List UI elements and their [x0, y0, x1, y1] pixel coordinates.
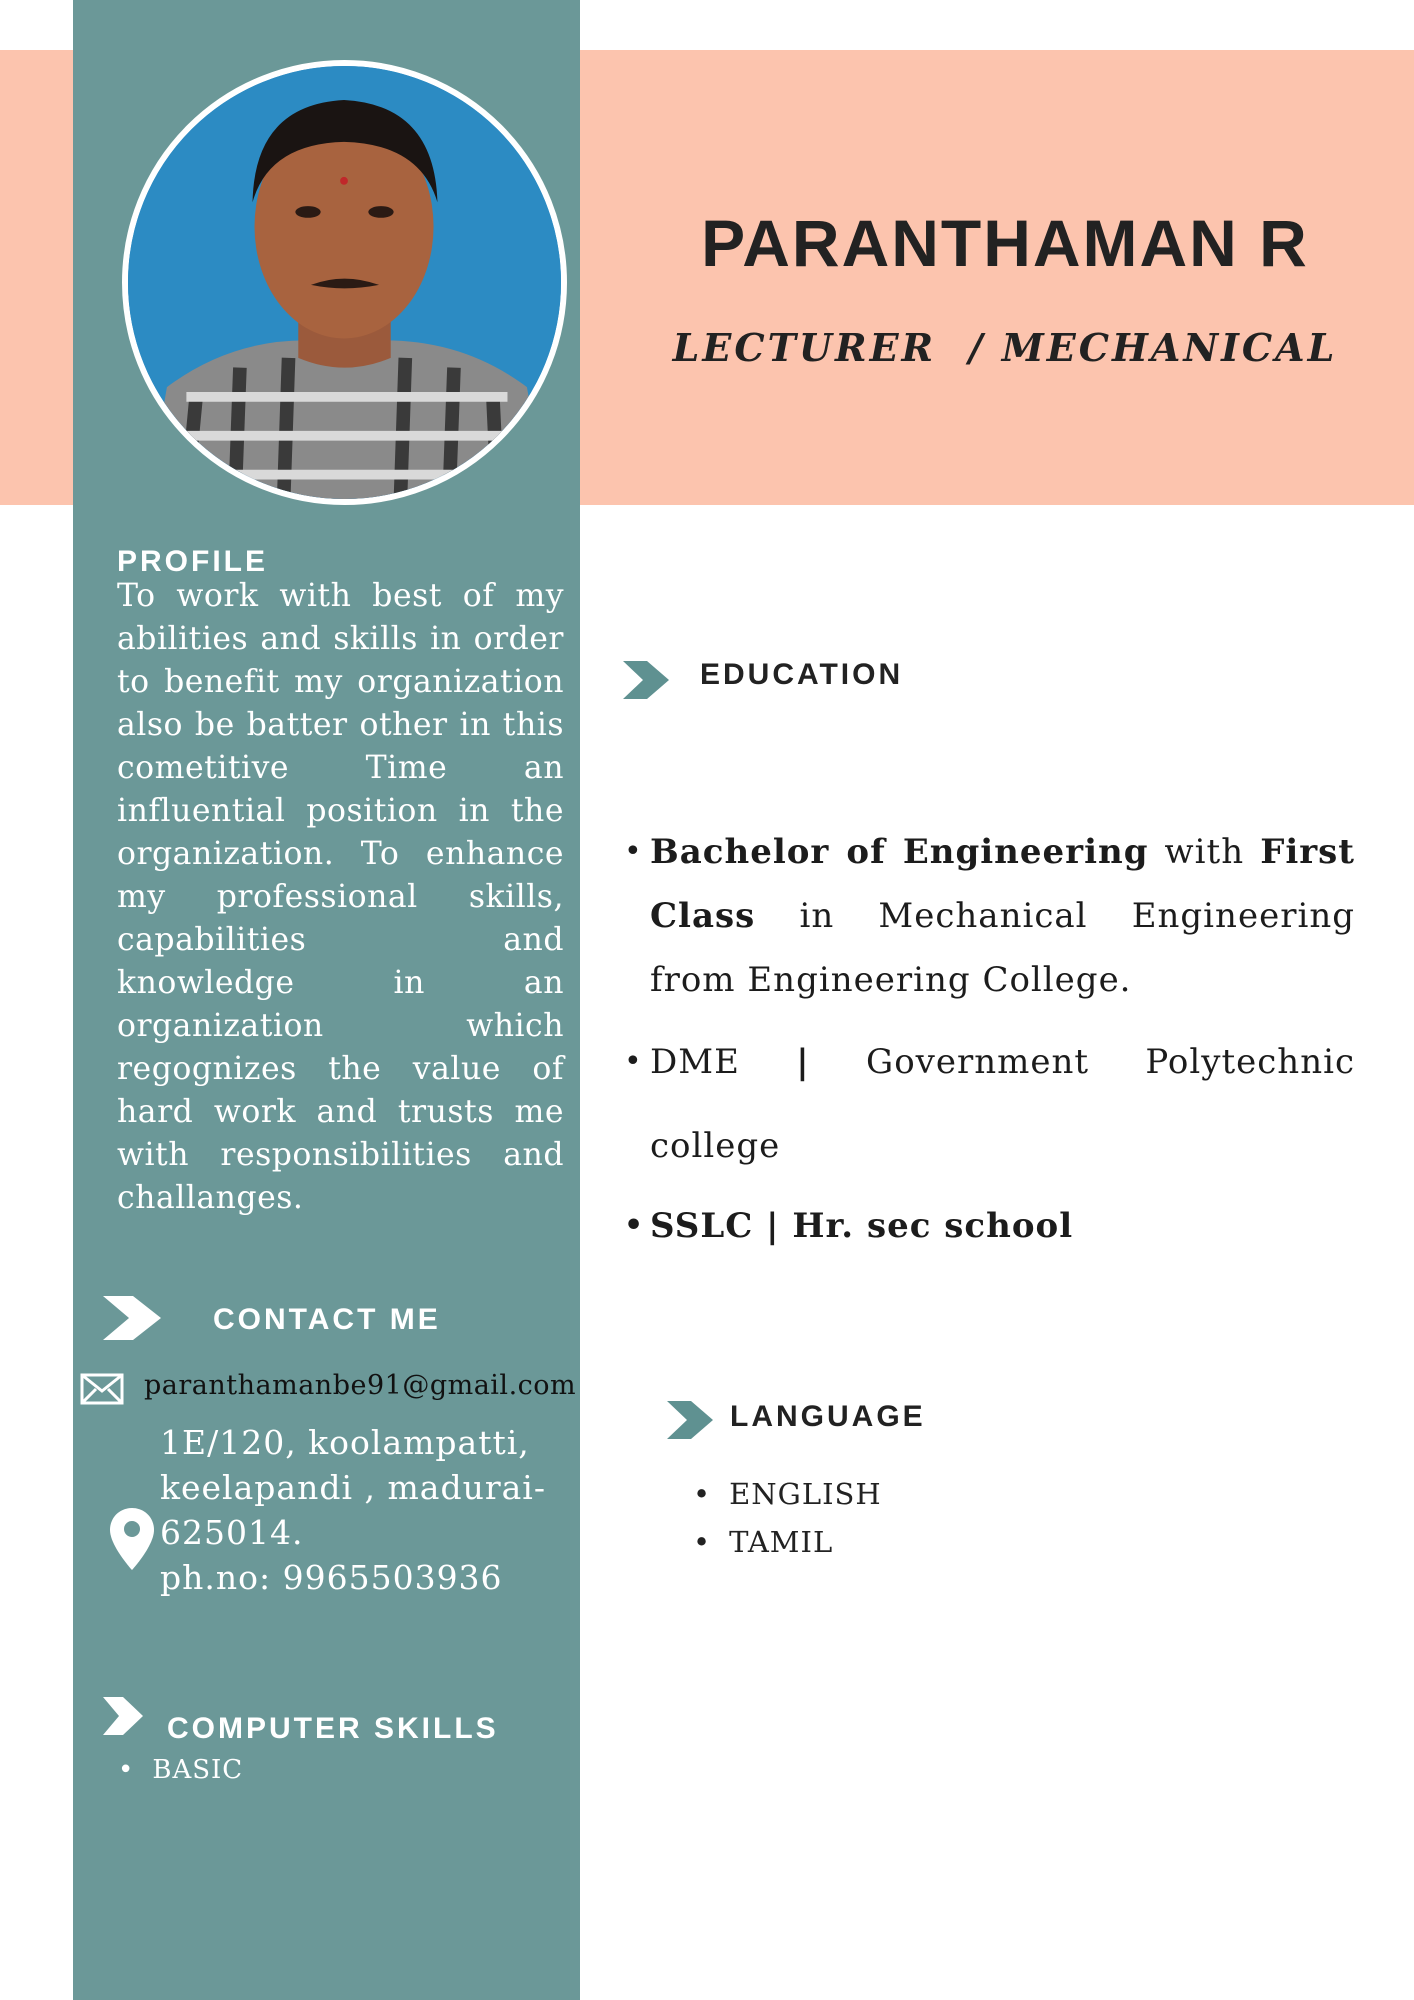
list-item: • SSLC | Hr. sec school: [624, 1206, 1074, 1246]
list-item: • TAMIL: [693, 1518, 882, 1566]
degree-class: First Class: [650, 832, 1356, 936]
list-item: • ENGLISH: [693, 1470, 882, 1518]
mail-icon: [80, 1373, 124, 1405]
computer-skills-list: [118, 1755, 243, 1785]
list-item: • BASIC: [118, 1755, 243, 1785]
education-list: [624, 820, 1356, 1258]
contact-address: [160, 1420, 570, 1600]
profile-heading: PROFILE: [117, 545, 269, 578]
chevron-right-icon: [667, 1401, 713, 1439]
contact-email[interactable]: paranthamanbe91@gmail.com: [144, 1370, 577, 1401]
candidate-name: PARANTHAMAN R: [701, 206, 1309, 280]
course: DME: [650, 1042, 740, 1082]
address-line: 1E/120, koolampatti,: [160, 1423, 530, 1462]
computer-skills-heading: COMPUTER SKILLS: [167, 1712, 499, 1745]
language-heading: LANGUAGE: [730, 1400, 926, 1433]
address-line: keelapandi , madurai-: [160, 1468, 546, 1507]
address-line: 625014.: [160, 1513, 304, 1552]
degree: Bachelor of Engineering: [650, 832, 1149, 872]
profile-text: To work with best of my abilities and skills in order to benefit my organization also be batter other in this cometitive Time an influential position in the organization. To enhance my professional skills, capabilities and knowledge in an organization which regognizes the value of hard work and trusts me with responsibilities and challanges.: [117, 578, 564, 1216]
contact-heading: CONTACT ME: [213, 1303, 441, 1336]
phone-number: ph.no: 9965503936: [160, 1558, 503, 1597]
chevron-right-icon: [623, 661, 669, 699]
chevron-right-icon: [103, 1296, 161, 1340]
institution: Government Polytechnic college: [650, 1042, 1356, 1166]
language-list: [693, 1470, 882, 1566]
chevron-right-icon: [103, 1697, 143, 1735]
candidate-role: LECTURER / MECHANICAL: [672, 325, 1338, 370]
separator: |: [796, 1042, 810, 1082]
location-pin-icon: [110, 1508, 154, 1570]
profile-photo: [122, 60, 567, 505]
education-heading: EDUCATION: [700, 658, 904, 691]
list-item: • Bachelor of Engineering with First Class in Mechanical Engineering from Engineering College.: [624, 832, 1356, 1000]
list-item: • DME | Government Polytechnic college: [624, 1042, 1356, 1166]
